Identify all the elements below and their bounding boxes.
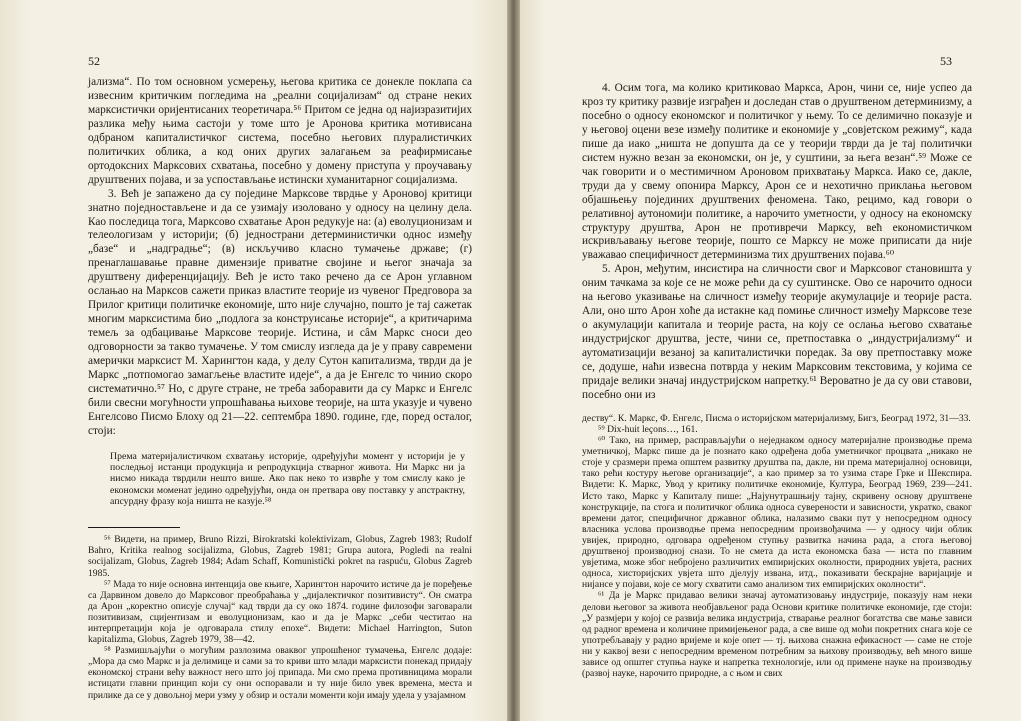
- left-text-column: [88, 76, 472, 701]
- block-quote: Према материјалистичком схватању историје, одређујући момент у историји је у последњој истанци продукција и репродукција стварног живота. Ни Маркс ни ја нисмо никада тврдили нешто више. Ако пак неко то изврће у том смислу како је економски моменат једино одређујући, онда он претвара ову поставку у апстрактну, апсурдну фразу која ништа не казује.⁵⁸: [110, 450, 465, 507]
- footnote: ⁵⁶ Видети, на пример, Bruno Rizzi, Birokratski kolektivizam, Globus, Zagreb 1983; Rudolf Bahro, Kritika realnog socijalizma, Globus, Zagreb 1981; Grupa autora, Pogledi na realni socijalizam, Globus, Zagreb 1984; Adam Schaff, Komunistički pokret na raspuću, Globus Zagreb 1985.: [88, 534, 472, 579]
- left-page: [0, 0, 507, 721]
- book-gutter: [507, 0, 520, 721]
- page-number-right: 53: [940, 54, 952, 68]
- footnote: ⁵⁷ Мада то није основна интенција ове књиге, Харингтон нарочито истиче да је поређење са Дарвином довело до Марксовог преобраћања у „дијалектичког позитивисту“. Он сматра да Арон „коректно описује случај“ кад тврди да су око 1874. године филозофи заговарали позитивизам, сцијентизам и еволуционизам, као и да је Маркс „себи честитао на интерпретацији која је одговарала стилу епохе“. Видети: Michael Harrington, Suton kapitalizma, Globus, Zagreb 1979, 38—42.: [88, 578, 472, 646]
- paragraph: јализма“. По том основном усмерењу, његова критика се донекле поклапа са извесним критичким погледима на „реални социјализам“ од стране неких марксистички оријентисаних теоретичара.⁵⁶ Притом се једна од најизразитијих разлика међу њима састоји у томе што је Аронова критика мотивисана одбраном капиталистичког система, посебно његових плуралистичких политичких облика, а код оних других залагањем за реафирмисање ортодоксних Марксових схватања, посебно у домену приступа у проучавању друштвених појава, и за успостављање истински хуманитарног социјализма.: [88, 76, 472, 186]
- right-page: [520, 0, 1021, 721]
- paragraph: 3. Већ је запажено да су поједине Марксове тврдње у Ароновој критици знатно поједностављене и да се узимају изоловано у односу на целину дела. Као последица тога, Марксово схватање Арон редукује на: (а) еволуционизам и телеологизам у историји; (б) једнострани детерминистички однос између „базе“ и „надградње“; (в) искључиво класно тумачење државе; (г) пренаглашавање правне димензије приватне својине и његог значаја за друштвену диференцијацију. Већ је исто тако речено да се Арон углавном ослањао на Марксов сажети приказ властите теорије из чувеног Предговора за Прилог критици политичке економије, што није случајно, пошто је тај сажетак многим марксистима био „подлога за конструисање историје“, а критичарима темељ за одбацивање Марксове теорије. Истина, и сâм Маркс сноси део одговорности за такво тумачење. У том смислу изгледа да је у праву савремени амерички марксист М. Харингтон када, у делу Сутон капитализма, тврди да је Маркс „потпомогао замагљење властите идеје“, а да је Енгелс то чинио скоро систематично.⁵⁷ Но, с друге стране, не треба заборавити да су Маркс и Енгелс били свесни могућности упрошћавања њихове теорије, на шта указује и чувено Енгелсово Писмо Блоху од 21—22. септембра 1890. године, где, поред осталог, стоји:: [88, 187, 472, 437]
- footnote: ⁵⁹ Dix-huit leçons…, 161.: [598, 424, 698, 436]
- footnote-separator: [88, 527, 180, 528]
- footnotes-left: [88, 534, 472, 700]
- footnote: ⁵⁸ Размишљајући о могућим разлозима оваквог упрошћеног тумачења, Енгелс додаје: „Мора да смо Маркс и ја делимице и сами за то криви што млади марксисти понекад придају економској страни већу важност него што јој припада. Ми смо према противницима морали истицати главни принцип који су они оспоравали и ту није било увек времена, места и прилике да се у довољној мери узму у обзир и остали моменти који имају удела у узајамном: [88, 645, 472, 701]
- paragraph: 4. Осим тога, ма колико критиковао Маркса, Арон, чини се, није успео да кроз ту критику развије изграђен и доследан став о друштвеном детерминизму, а посебно о односу економског и политичког у њему. То се делимично показује и у његовој оцени везе између политике и економије у „совјетском режиму“, када пише да иако „ништа не допушта да се у теорији тврди да је тај политички систем нужно везан за економски, он је, у суштини, за њега везан“.⁵⁹ Може се чак говорити и о местимичном Ароновом прихватању Маркса. Иако се, дакле, труди да у свему опонира Марксу, Арон се и нехотично приклања његовом објашњењу појединих друштвених феномена. Тако, рецимо, кад говори о релативној аутономији политике, а нарочито уметности, у односу на економску структуру друштва, Арон не противречи Марксу, већ економистичком искривљавању његове теорије, пошто се Марксу не може приписати да није уважавао специфичност детерминизма тих друштвених појава.⁶⁰: [582, 82, 972, 262]
- footnote: ⁶⁰ Тако, на пример, расправљајући о неједнаком односу материјалне производње према уметничкој, Маркс пише да је познато како одређена доба уметничког процвата „никако не стоје у сразмери према општем развитку друштва па, дакле, ни према материјалној основици, тако рећи костуру његове организације“, а као пример за то узима старе Грке и Шекспира. Видети: К. Маркс, Увод у критику политичке економије, Култура, Београд 1969, 239—241. Исто тако, Маркс у Капиталу пише: „Најунутрашњију тајну, скривену основу друштвене конструкције, па стога и политичког облика односа суверености и зависности, укратко, сваког времени датог, специфичног државног облика, налазимо сваки пут у непосредном односу власника услова производње према непосредним произвођачима — у односу чији облик увијек, природно, одговара одређеном ступњу развитка начина рада, а стога његовој друштвеној производној снази. То не смета да иста економска база — иста по главним увјетима, може због небројено различитих емпиријских околности, природних увјета, расних односа, хисторијских увјета што дјелују извана, итд., показивати бескрајне варијације и нијансе у појави, које се могу схватити само анализом тих емпиријских околности“.: [582, 435, 972, 591]
- footnote: ⁶¹ Да је Маркс придавао велики значај аутоматизовању индустрије, показују нам неки делови његовог за живота необјављеног рада Основи критике политичке економије, где стоји: „У размјери у којој се развија велика индустрија, стварање реалног богатства све мање зависи од радног времена и количине примијењеног рада, а све више од моћи покретних снага које се употребљавају у радно вријеме и које опет — тј. њихова снажна ефикасност — саме не стоје ни у каквој вези с непосредним временом потребним за њихову производњу, већ много више зависе од општег ступња науке и напретка технологије, или од примене науке на производњу (развој науке, нарочито природне, а с њом и свих: [582, 590, 972, 680]
- right-text-column: [582, 82, 972, 679]
- paragraph: 5. Арон, међутим, инсистира на сличности свог и Марксовог становишта у оним тачкама за које се не може рећи да су суштинске. Ово се нарочито односи на његово указивање на сличност између теорије акумулације и теорије раста. Али, оно што Арон хоће да истакне кад помиње сличност између Марксове тезе о акумулацији капитала и теорије раста, на коју се ослања његово схватање индустријског друштва, јесте, чини се, претпоставка о „индустријализму“ и аутоматизацији везаној за капиталистички поредак. За ову претпоставку може се, додуше, наћи извесна потврда у неким Марксовим текстовима, у којима се придаје велики значај индустријском напретку.⁶¹ Вероватно је да су ови ставови, посебно они из: [582, 263, 972, 401]
- page-number-left: 52: [88, 54, 100, 68]
- footnotes-right: [582, 413, 972, 679]
- footnote-continuation: деству“. К. Маркс, Ф. Енгелс, Писма о историјском материјализму, Бигз, Београд 1972, 31—33.: [582, 412, 971, 424]
